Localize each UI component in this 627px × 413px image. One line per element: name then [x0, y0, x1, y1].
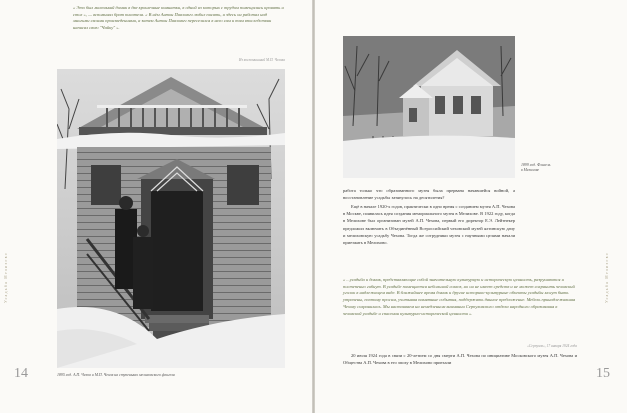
right-quote-attribution: «Серпухов», 17 января 1924 года — [527, 344, 577, 348]
porch-photo — [57, 69, 285, 368]
book-gutter — [312, 0, 315, 413]
porch-photo-caption: 1895 год. А.П. Чехов и М.П. Чехов на ступеньках мелиховского флигеля — [57, 373, 175, 377]
right-document-quote: « ...усадьба и домик, представляющие собой значительную культурную и историческую ценность, разрушаются и постепенно гибнут. В усадьбе помещается небольшой совхоз, но он не имеет средств и не может сохранить чеховский уголок в надлежащем виде. В ближайшее время домик и другие историко-культурные объекты усадьбы могут быть утрачены, поэтому просим, учитывая памятные события, поддержать данное предложение. Мебель принадлежавшая Чехову сохранилась. Мы настаиваем на немедленном внимании Серпуховского отдела народного образования к чеховской усадьбе и спасении культурно-исторической ценности ». — [343, 277, 576, 316]
body-paragraph-3: 20 июля 1924 года в связи с 20-летием со дня смерти А.П. Чехова по инициативе Московского музея А.П. Чехова и Общества А.П. Чехова в его эпоху в Мелихово приехали — [343, 353, 577, 366]
wing-photo-caption-line1: 1899 год. Флигель — [521, 163, 551, 167]
left-side-running-text: Усадьба Мелихово — [4, 252, 8, 303]
left-quote-attribution: Из воспоминаний М.П. Чехова — [238, 58, 285, 62]
body-paragraph-1: работа только что образованного музея была прервана начавшейся войной, а восстановление усадьбы затянулось на десятилетия? — [343, 188, 515, 201]
right-page-number: 15 — [596, 366, 610, 381]
right-side-running-text: Усадьба Мелихово — [605, 252, 609, 303]
left-page-number: 14 — [14, 366, 28, 381]
wing-house-photo — [343, 36, 515, 178]
wing-photo-caption — [521, 163, 577, 174]
body-paragraph-2: Ещё в начале 1920-х годов, практически в одно время с созданием музея А.П. Чехова в Москве, появилась идея создания мемориального музея в Мелихове. В 1922 году, когда в Мелихове был организован музей А.П. Чехова, первый его директор Е.Э. Лейтнекер предложил включить в Объединённый Всероссийский чеховский музей ялтинскую дачу и мелиховскую усадьбу Чехова. Тогда же сотрудники музея с научными целями начали приезжать в Мелихово. — [343, 204, 515, 246]
wing-photo-caption-line2: в Мелихове — [521, 168, 540, 173]
left-epigraph-quote: « Это был маленький домик в две крошечные комнатки, в одной из которых с трудом помещались кровать и стол », — вспоминал брат писателя. « В нём Антон Павлович любил писать, и здесь он работал над многими своими произведениями, а затем Антон Павлович переселился в него сам и там впоследствии написал свою "Чайку" ». — [73, 5, 284, 31]
